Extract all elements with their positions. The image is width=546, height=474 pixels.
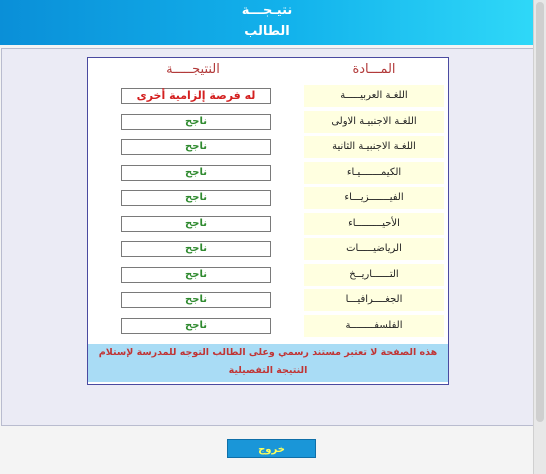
scrollbar-thumb[interactable] [536,2,544,422]
result-field: له فرصة إلزامية أخرى [121,88,271,104]
subject-cell: الفلسفــــــــة [304,315,444,337]
result-field: ناجح [121,318,271,334]
header-title: نتيـجـــة [241,3,293,18]
disclaimer-note: هذه الصفحة لا تعتبر مستند رسمي وعلى الطالب التوجه للمدرسة لإستلام النتيجة التفصيلية [88,344,448,382]
subject-cell: اللغـة العربيـــــة [304,85,444,107]
result-field: ناجح [121,139,271,155]
result-field: ناجح [121,241,271,257]
table-row [88,213,448,235]
result-field: ناجح [121,267,271,283]
result-column-header: النتيجـــــة [166,62,220,77]
subject-cell: اللغـة الاجنبيـة الثانية [304,136,444,158]
table-row [88,315,448,337]
table-row [88,162,448,184]
table-row [88,187,448,209]
subject-cell: الفيـــــــزيـــاء [304,187,444,209]
subject-cell: الجغــــرافيـــا [304,289,444,311]
subject-column-header: المـــادة [352,62,396,77]
result-field: ناجح [121,165,271,181]
subject-cell: الأحيـــــــــاء [304,213,444,235]
result-field: ناجح [121,114,271,130]
subject-cell: الرياضيـــــات [304,238,444,260]
results-table [87,57,449,385]
table-row [88,85,448,107]
header-subtitle: الطالب [244,24,290,39]
table-row [88,289,448,311]
subject-cell: اللغـة الاجنبيـة الاولى [304,111,444,133]
result-field: ناجح [121,190,271,206]
result-field: ناجح [121,216,271,232]
table-row [88,238,448,260]
table-row [88,264,448,286]
table-row [88,111,448,133]
table-row [88,136,448,158]
subject-cell: الكيمـــــــيـاء [304,162,444,184]
vertical-scrollbar[interactable] [533,0,546,474]
page-header [0,0,534,45]
result-field: ناجح [121,292,271,308]
subject-cell: التــــــاريــخ [304,264,444,286]
exit-button[interactable]: خروج [227,439,316,458]
